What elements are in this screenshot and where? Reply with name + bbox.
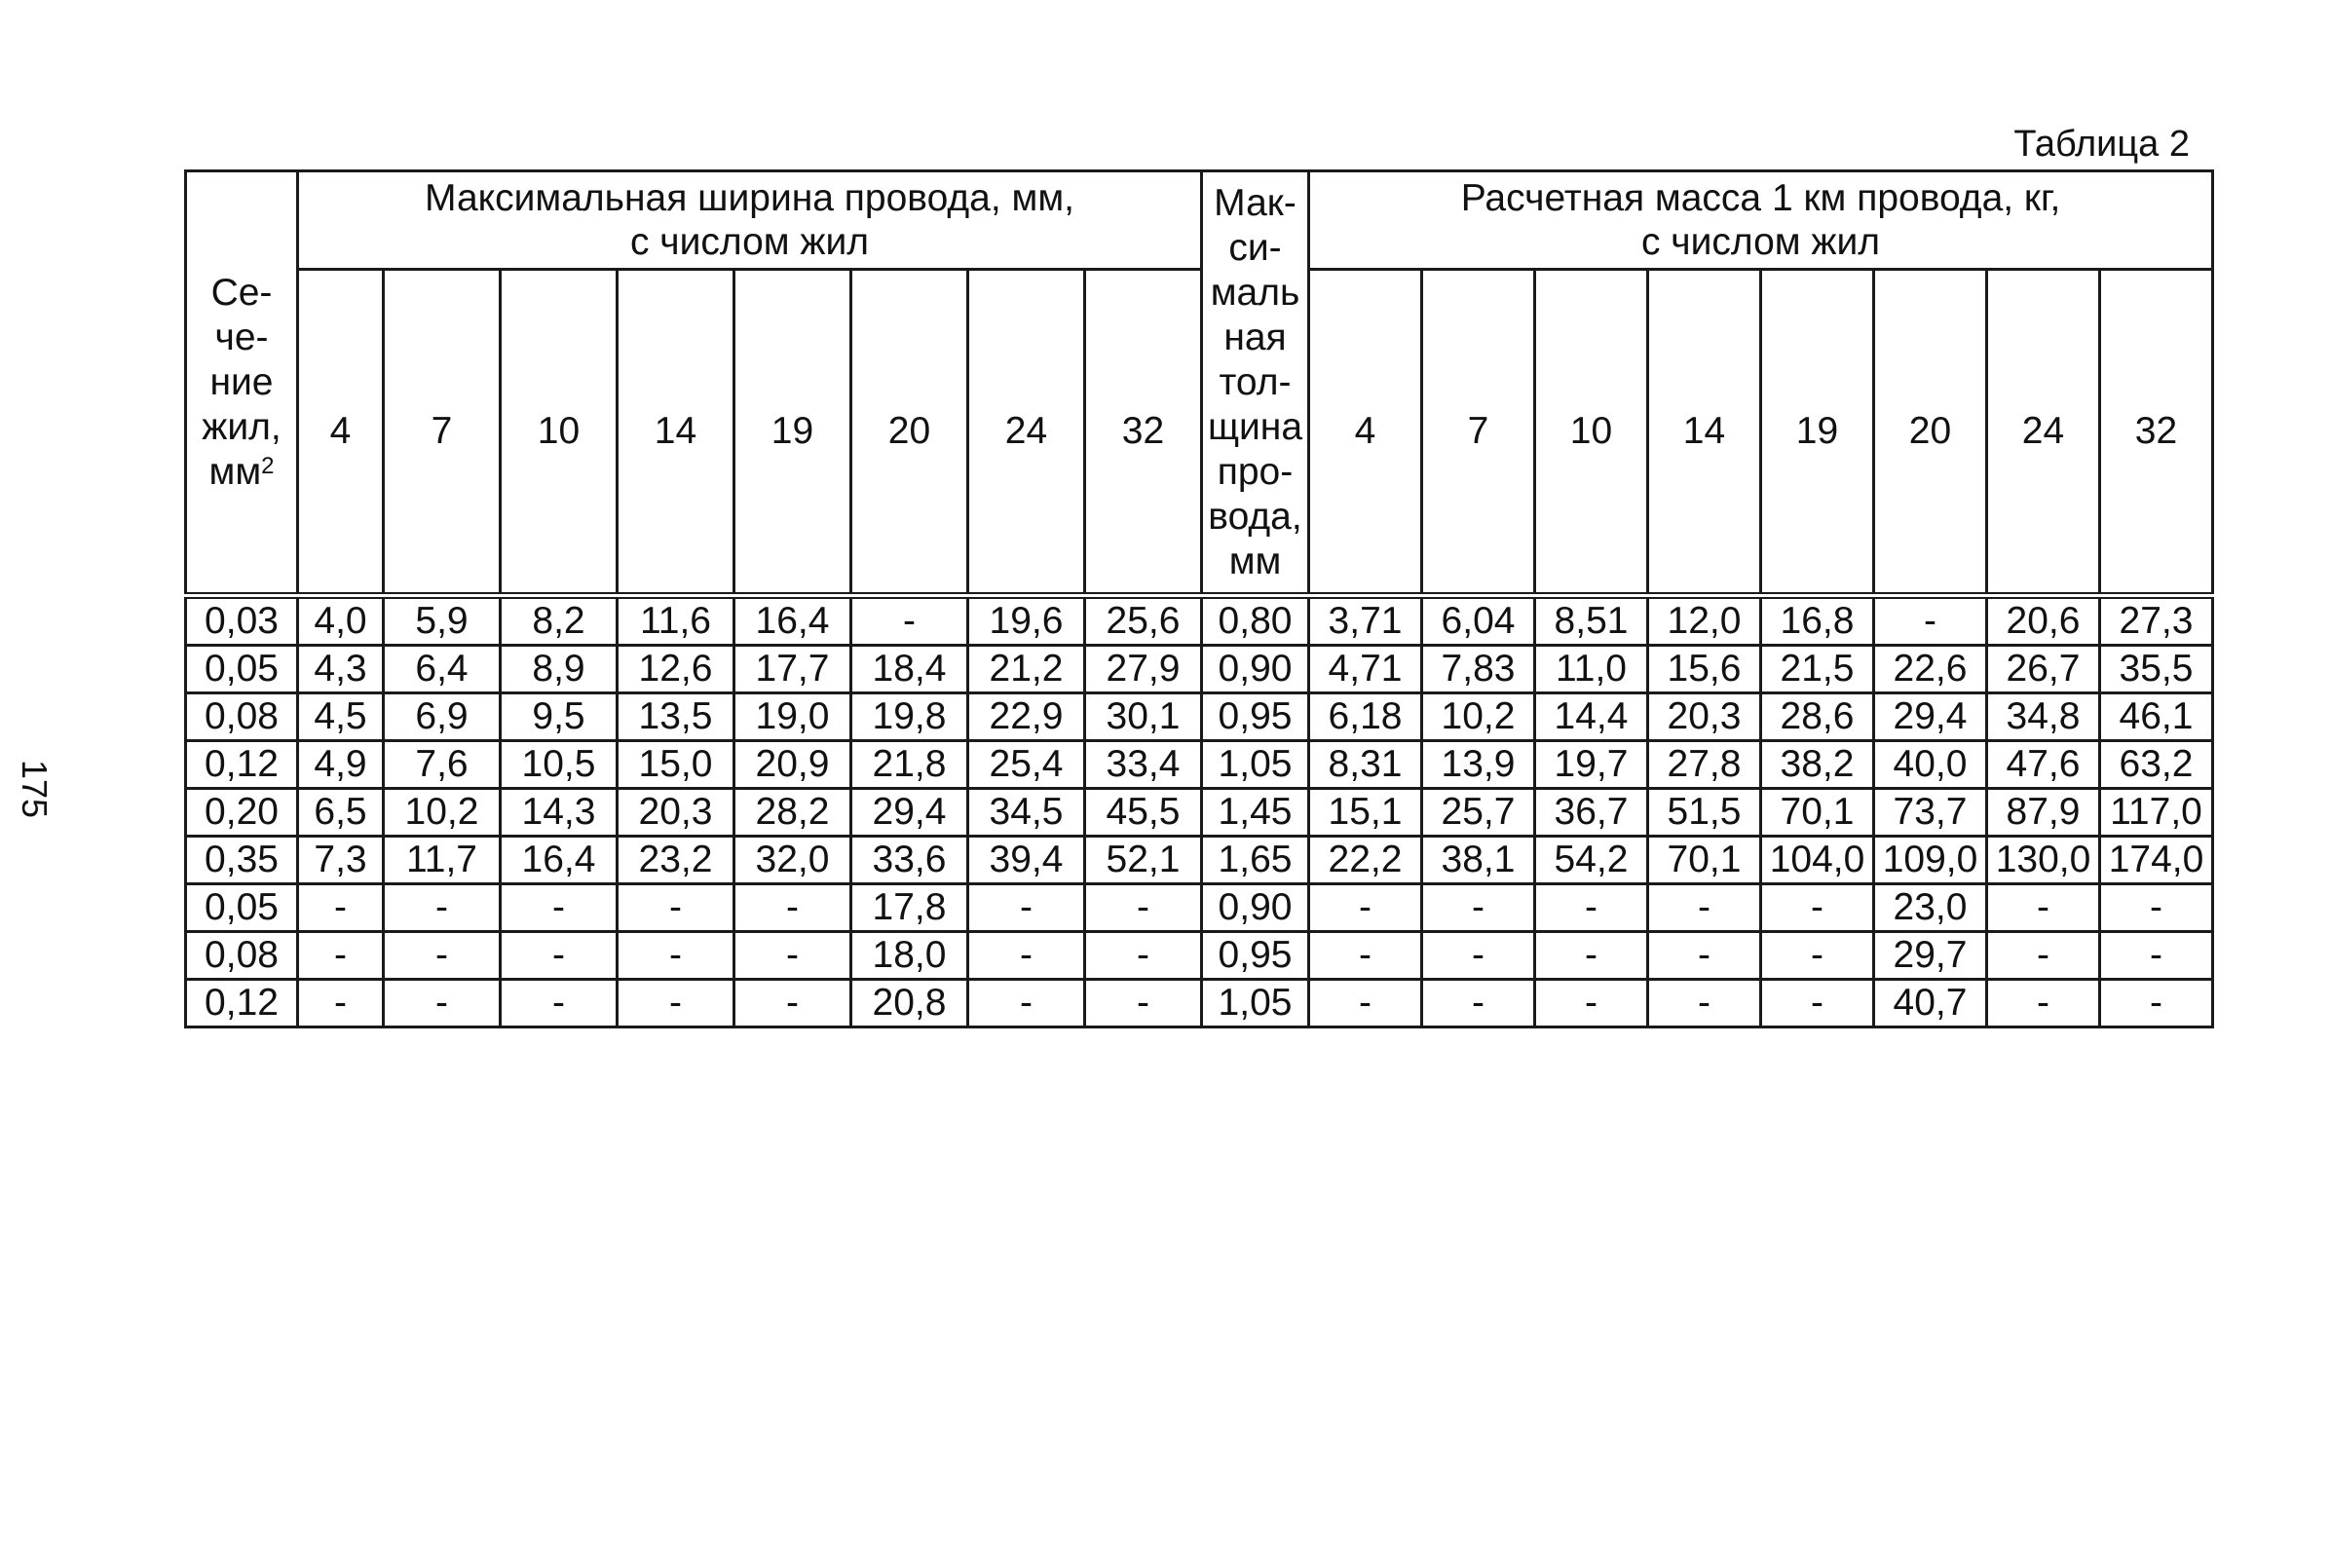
- table-cell: -: [298, 980, 384, 1027]
- table-row: [186, 980, 2213, 1027]
- table-cell: 0,08: [186, 693, 298, 741]
- table-cell: -: [1422, 932, 1535, 980]
- thickness-header-line: маль: [1210, 271, 1300, 314]
- table-cell: 17,8: [851, 884, 968, 932]
- table-cell: -: [1987, 884, 2100, 932]
- table-cell: 7,3: [298, 837, 384, 884]
- table-cell: -: [1085, 932, 1202, 980]
- page-number: 175: [15, 760, 55, 819]
- table-cell: -: [2100, 884, 2213, 932]
- table-cell: 1,45: [1202, 789, 1309, 837]
- section-header-line: че-: [214, 316, 269, 358]
- table-cell: 16,4: [734, 596, 851, 646]
- wire-data-table: [184, 169, 2214, 1028]
- table-cell: 11,6: [618, 596, 734, 646]
- table-cell: 6,04: [1422, 596, 1535, 646]
- table-cell: 12,0: [1648, 596, 1761, 646]
- table-cell: 51,5: [1648, 789, 1761, 837]
- table-cell: -: [968, 932, 1085, 980]
- table-cell: -: [734, 980, 851, 1027]
- header-row-groups: [186, 171, 2213, 270]
- table-cell: 15,1: [1309, 789, 1422, 837]
- table-cell: 4,3: [298, 646, 384, 693]
- thickness-header-line: ная: [1223, 316, 1287, 358]
- table-cell: 20,8: [851, 980, 968, 1027]
- table-cell: 16,4: [501, 837, 618, 884]
- table-cell: 25,4: [968, 741, 1085, 789]
- table-cell: 13,9: [1422, 741, 1535, 789]
- table-cell: 0,80: [1202, 596, 1309, 646]
- mass-count-header: 19: [1761, 270, 1874, 596]
- width-count-header: 20: [851, 270, 968, 596]
- table-cell: 34,8: [1987, 693, 2100, 741]
- thickness-header-line: про-: [1217, 450, 1294, 493]
- table-cell: 6,4: [384, 646, 501, 693]
- width-count-header: 10: [501, 270, 618, 596]
- table-cell: 7,83: [1422, 646, 1535, 693]
- table-cell: 109,0: [1874, 837, 1987, 884]
- table-cell: 117,0: [2100, 789, 2213, 837]
- header-row-counts: [186, 270, 2213, 596]
- table-cell: 7,6: [384, 741, 501, 789]
- table-caption: Таблица 2: [2013, 124, 2190, 165]
- table-cell: 29,7: [1874, 932, 1987, 980]
- table-cell: 0,35: [186, 837, 298, 884]
- table-cell: 0,90: [1202, 884, 1309, 932]
- table-cell: 14,3: [501, 789, 618, 837]
- table-cell: -: [1422, 980, 1535, 1027]
- table-cell: 22,9: [968, 693, 1085, 741]
- table-cell: 15,6: [1648, 646, 1761, 693]
- table-cell: 40,7: [1874, 980, 1987, 1027]
- table-cell: 38,2: [1761, 741, 1874, 789]
- table-cell: 17,7: [734, 646, 851, 693]
- table-cell: 20,3: [618, 789, 734, 837]
- thickness-header: [1202, 171, 1309, 596]
- mass-count-header: 10: [1535, 270, 1648, 596]
- table-cell: -: [1085, 980, 1202, 1027]
- table-cell: 38,1: [1422, 837, 1535, 884]
- table-cell: 70,1: [1761, 789, 1874, 837]
- mass-count-header: 24: [1987, 270, 2100, 596]
- section-header: [186, 171, 298, 596]
- table-cell: 29,4: [1874, 693, 1987, 741]
- table-cell: 19,0: [734, 693, 851, 741]
- table-cell: -: [1761, 932, 1874, 980]
- table-cell: 11,0: [1535, 646, 1648, 693]
- table-cell: 25,6: [1085, 596, 1202, 646]
- table-cell: 46,1: [2100, 693, 2213, 741]
- width-count-header: 14: [618, 270, 734, 596]
- table-cell: 104,0: [1761, 837, 1874, 884]
- table-cell: 4,71: [1309, 646, 1422, 693]
- table-cell: 28,6: [1761, 693, 1874, 741]
- width-count-header: 19: [734, 270, 851, 596]
- table-cell: -: [384, 932, 501, 980]
- width-group-header: [298, 171, 1202, 270]
- table-cell: 22,6: [1874, 646, 1987, 693]
- table-cell: 33,4: [1085, 741, 1202, 789]
- table-cell: 0,03: [186, 596, 298, 646]
- table-cell: -: [1761, 884, 1874, 932]
- table-cell: 14,4: [1535, 693, 1648, 741]
- table-row: [186, 932, 2213, 980]
- table-cell: 10,2: [384, 789, 501, 837]
- table-cell: -: [1987, 932, 2100, 980]
- table-cell: 19,8: [851, 693, 968, 741]
- table-cell: 16,8: [1761, 596, 1874, 646]
- table-cell: 130,0: [1987, 837, 2100, 884]
- table-cell: 23,0: [1874, 884, 1987, 932]
- thickness-header-line: си-: [1228, 226, 1282, 269]
- width-count-header: 7: [384, 270, 501, 596]
- table-cell: 20,6: [1987, 596, 2100, 646]
- table-row: [186, 741, 2213, 789]
- table-cell: 8,2: [501, 596, 618, 646]
- table-cell: 174,0: [2100, 837, 2213, 884]
- thickness-header-line: мм: [1228, 540, 1282, 582]
- table-cell: 0,05: [186, 884, 298, 932]
- table-cell: -: [1535, 980, 1648, 1027]
- table-cell: 12,6: [618, 646, 734, 693]
- table-cell: 73,7: [1874, 789, 1987, 837]
- table-cell: 4,9: [298, 741, 384, 789]
- table-cell: -: [618, 932, 734, 980]
- table-cell: 0,95: [1202, 932, 1309, 980]
- table-cell: 52,1: [1085, 837, 1202, 884]
- table-cell: -: [1535, 932, 1648, 980]
- table-row: [186, 789, 2213, 837]
- table-cell: -: [968, 884, 1085, 932]
- table-cell: 47,6: [1987, 741, 2100, 789]
- table-cell: -: [1648, 884, 1761, 932]
- width-group-header-line: Максимальная ширина провода, мм,: [425, 177, 1074, 219]
- width-count-header: 32: [1085, 270, 1202, 596]
- table-cell: 0,20: [186, 789, 298, 837]
- width-count-header: 24: [968, 270, 1085, 596]
- table-cell: 6,9: [384, 693, 501, 741]
- width-group-header-line: с числом жил: [629, 221, 870, 263]
- table-cell: -: [618, 884, 734, 932]
- mass-count-header: 20: [1874, 270, 1987, 596]
- table-cell: 4,0: [298, 596, 384, 646]
- table-row: [186, 884, 2213, 932]
- mass-count-header: 14: [1648, 270, 1761, 596]
- table-cell: 9,5: [501, 693, 618, 741]
- table-cell: 30,1: [1085, 693, 1202, 741]
- table-cell: 27,8: [1648, 741, 1761, 789]
- table-cell: 0,95: [1202, 693, 1309, 741]
- table-cell: 10,5: [501, 741, 618, 789]
- table-cell: 0,90: [1202, 646, 1309, 693]
- table-cell: 0,12: [186, 980, 298, 1027]
- table-row: [186, 693, 2213, 741]
- table-cell: 25,7: [1422, 789, 1535, 837]
- table-cell: 1,05: [1202, 741, 1309, 789]
- table-cell: 40,0: [1874, 741, 1987, 789]
- table-cell: 63,2: [2100, 741, 2213, 789]
- table-cell: 20,3: [1648, 693, 1761, 741]
- table-cell: 11,7: [384, 837, 501, 884]
- section-header-line: жил,: [202, 405, 282, 448]
- table-cell: 6,18: [1309, 693, 1422, 741]
- table-cell: 10,2: [1422, 693, 1535, 741]
- table-cell: -: [1422, 884, 1535, 932]
- mass-count-header: 32: [2100, 270, 2213, 596]
- thickness-header-line: вода,: [1208, 495, 1302, 538]
- table-cell: 20,9: [734, 741, 851, 789]
- mass-group-header-line: с числом жил: [1640, 221, 1881, 263]
- section-header-line: ние: [209, 360, 274, 403]
- table-cell: 54,2: [1535, 837, 1648, 884]
- table-cell: 18,0: [851, 932, 968, 980]
- table-cell: 21,2: [968, 646, 1085, 693]
- mass-count-header: 7: [1422, 270, 1535, 596]
- table-cell: 8,9: [501, 646, 618, 693]
- table-cell: -: [298, 932, 384, 980]
- table-row: [186, 596, 2213, 646]
- table-cell: 0,08: [186, 932, 298, 980]
- table-cell: 45,5: [1085, 789, 1202, 837]
- table-cell: 32,0: [734, 837, 851, 884]
- table-cell: -: [851, 596, 968, 646]
- table-cell: 87,9: [1987, 789, 2100, 837]
- table-cell: 4,5: [298, 693, 384, 741]
- table-cell: -: [501, 980, 618, 1027]
- table-cell: 22,2: [1309, 837, 1422, 884]
- table-cell: -: [1761, 980, 1874, 1027]
- thickness-header-line: тол-: [1219, 360, 1292, 403]
- table-cell: -: [1085, 884, 1202, 932]
- table-cell: -: [384, 884, 501, 932]
- table-cell: -: [384, 980, 501, 1027]
- table-cell: 15,0: [618, 741, 734, 789]
- table-cell: 6,5: [298, 789, 384, 837]
- table-cell: -: [1309, 884, 1422, 932]
- section-header-superscript: 2: [261, 452, 275, 479]
- table-cell: 27,9: [1085, 646, 1202, 693]
- table-cell: 19,6: [968, 596, 1085, 646]
- table-cell: 29,4: [851, 789, 968, 837]
- table-cell: 28,2: [734, 789, 851, 837]
- table-cell: 5,9: [384, 596, 501, 646]
- table-cell: 13,5: [618, 693, 734, 741]
- thickness-header-line: Мак-: [1214, 181, 1297, 224]
- mass-group-header-line: Расчетная масса 1 км провода, кг,: [1460, 177, 2061, 219]
- table-cell: -: [1535, 884, 1648, 932]
- table-cell: -: [1648, 932, 1761, 980]
- table-cell: 21,8: [851, 741, 968, 789]
- table-cell: 1,05: [1202, 980, 1309, 1027]
- table-cell: -: [2100, 980, 2213, 1027]
- table-cell: -: [1648, 980, 1761, 1027]
- table-cell: 36,7: [1535, 789, 1648, 837]
- table-cell: 1,65: [1202, 837, 1309, 884]
- table-cell: -: [501, 884, 618, 932]
- table-cell: 70,1: [1648, 837, 1761, 884]
- mass-group-header: [1309, 171, 2213, 270]
- table-cell: -: [618, 980, 734, 1027]
- table-cell: 27,3: [2100, 596, 2213, 646]
- width-count-header: 4: [298, 270, 384, 596]
- table-cell: -: [1987, 980, 2100, 1027]
- table-cell: 3,71: [1309, 596, 1422, 646]
- table-cell: -: [734, 884, 851, 932]
- thickness-header-line: щина: [1207, 405, 1303, 448]
- table-cell: 21,5: [1761, 646, 1874, 693]
- table-row: [186, 646, 2213, 693]
- table-cell: 0,12: [186, 741, 298, 789]
- table-cell: 0,05: [186, 646, 298, 693]
- table-cell: -: [968, 980, 1085, 1027]
- table-cell: -: [734, 932, 851, 980]
- table-cell: -: [1309, 980, 1422, 1027]
- table-cell: 34,5: [968, 789, 1085, 837]
- table-body: [186, 596, 2213, 1027]
- table-cell: 8,51: [1535, 596, 1648, 646]
- section-header-line: мм: [208, 450, 262, 493]
- table-cell: 33,6: [851, 837, 968, 884]
- table-cell: 35,5: [2100, 646, 2213, 693]
- table-cell: -: [501, 932, 618, 980]
- table-cell: -: [2100, 932, 2213, 980]
- table-cell: 39,4: [968, 837, 1085, 884]
- table-cell: -: [1874, 596, 1987, 646]
- table-row: [186, 837, 2213, 884]
- mass-count-header: 4: [1309, 270, 1422, 596]
- table-cell: 23,2: [618, 837, 734, 884]
- table-cell: -: [298, 884, 384, 932]
- table-cell: 8,31: [1309, 741, 1422, 789]
- table-cell: -: [1309, 932, 1422, 980]
- table-cell: 26,7: [1987, 646, 2100, 693]
- section-header-line: Се-: [210, 271, 273, 314]
- table-cell: 18,4: [851, 646, 968, 693]
- table-cell: 19,7: [1535, 741, 1648, 789]
